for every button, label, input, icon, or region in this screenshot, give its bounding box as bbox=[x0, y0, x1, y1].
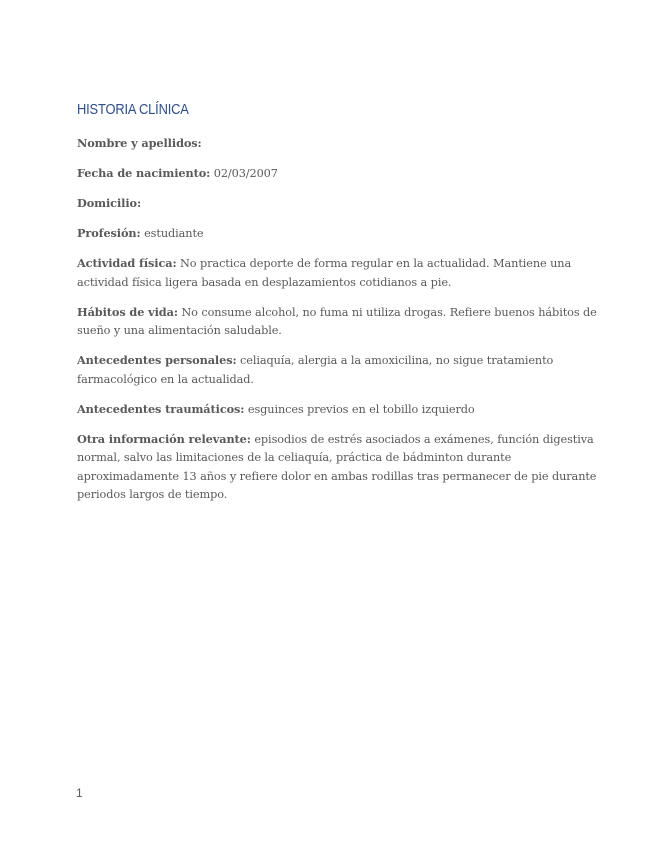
field-profesion bbox=[77, 224, 597, 244]
field-nombre bbox=[77, 134, 597, 154]
document-title: HISTORIA CLÍNICA bbox=[77, 101, 189, 118]
field-value: No practica deporte de forma regular en la actualidad. Mantiene una actividad física ligera basada en desplazamientos cotidianos a pie. bbox=[77, 257, 572, 289]
field-label: Actividad física: bbox=[77, 256, 177, 270]
document-body bbox=[77, 134, 597, 515]
field-value: esguinces previos en el tobillo izquierdo bbox=[244, 402, 475, 416]
field-label: Profesión: bbox=[77, 226, 141, 240]
field-antecedentes-traumaticos bbox=[77, 400, 597, 420]
field-label: Nombre y apellidos: bbox=[77, 136, 202, 150]
field-habitos-vida bbox=[77, 303, 597, 341]
field-label: Domicilio: bbox=[77, 196, 142, 210]
field-label: Fecha de nacimiento: bbox=[77, 166, 211, 180]
field-label: Antecedentes personales: bbox=[77, 353, 237, 367]
field-actividad-fisica bbox=[77, 254, 597, 292]
field-fecha-nacimiento bbox=[77, 164, 597, 184]
field-label: Otra información relevante: bbox=[77, 431, 251, 446]
field-otra-informacion bbox=[77, 430, 597, 505]
field-value: episodios de estrés asociados a exámenes, función digestiva normal, salvo las limitaciones de la celiaquía, práctica de bádminton durante aproximadamente 13 años y refiere dolor en ambas rodillas tras permanecer de pie durante periodos largos de tiempo. bbox=[77, 432, 597, 501]
field-value: No consume alcohol, no fuma ni utiliza drogas. Refiere buenos hábitos de sueño y una alimentación saludable. bbox=[77, 305, 597, 337]
field-value: estudiante bbox=[140, 227, 204, 240]
field-domicilio bbox=[77, 194, 597, 214]
field-label: Hábitos de vida: bbox=[77, 304, 178, 319]
field-label: Antecedentes traumáticos: bbox=[77, 401, 245, 416]
page-number: 1 bbox=[76, 786, 83, 800]
field-value: celiaquía, alergia a la amoxicilina, no sigue tratamiento farmacológico en la actualidad. bbox=[77, 354, 554, 386]
field-value: 02/03/2007 bbox=[210, 167, 278, 180]
field-antecedentes-personales bbox=[77, 351, 597, 389]
